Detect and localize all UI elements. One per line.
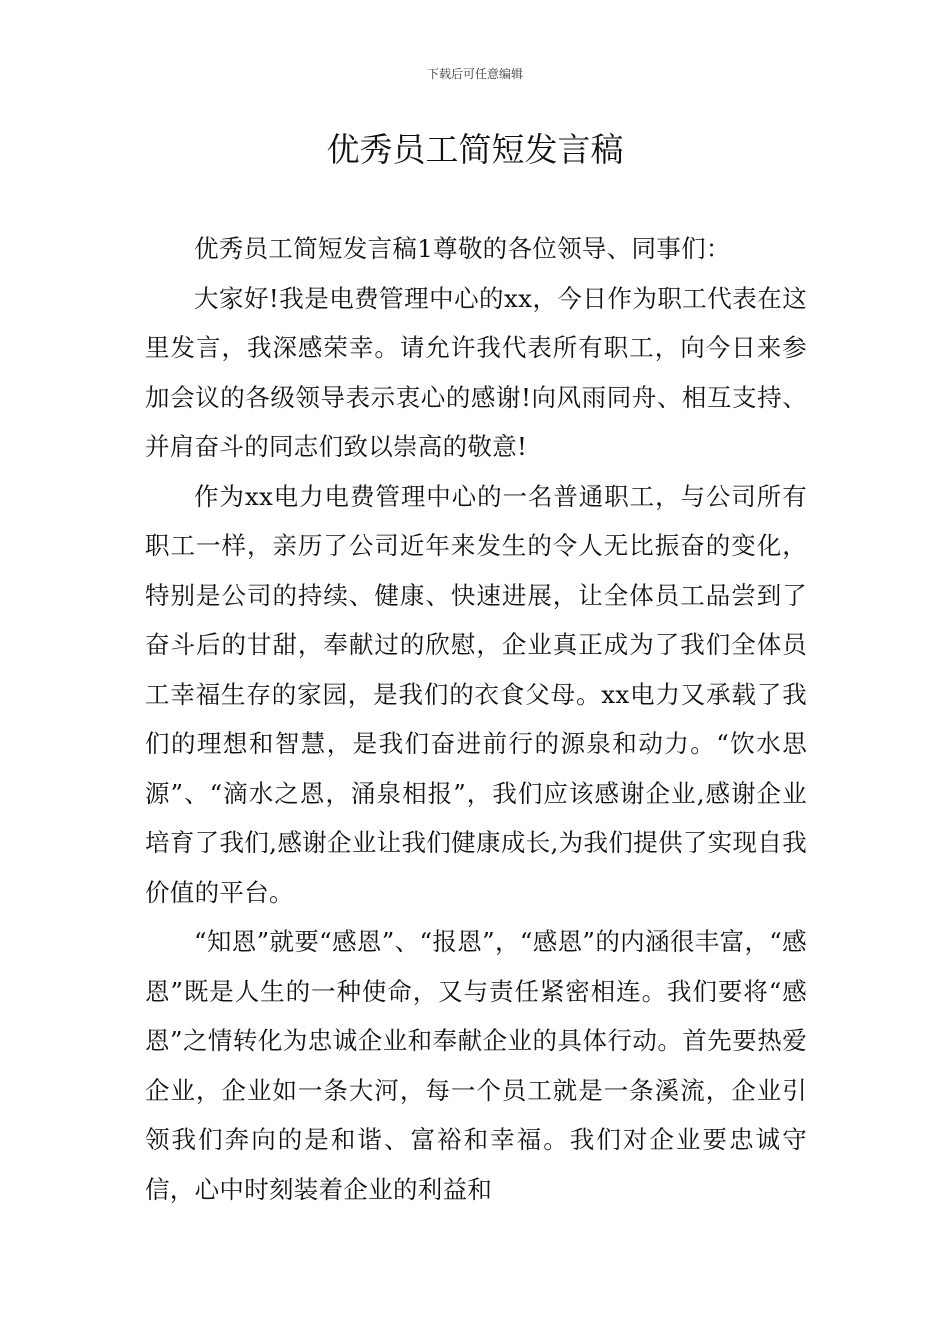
paragraph-salutation: 优秀员工简短发言稿1尊敬的各位领导、同事们： bbox=[194, 234, 731, 263]
header-note: 下载后可任意编辑 bbox=[426, 67, 523, 81]
paragraph-gratitude: “知恩”就要“感恩”、“报恩”，“感恩”的内涵很丰富，“感恩”既是人生的一种使命，又与责任紧密相连。我们要将“感恩”之情转化为忠诚企业和奉献企业的具体行动。首先要热爱企业，企业如一条大河，每一个员工就是一条溪流，企业引领我们奔向的是和谐、富裕和幸福。我们对企业要忠诚守信，心中时刻装着企业的利益和 bbox=[145, 927, 807, 1204]
paragraph-experience: 作为xx电力电费管理中心的一名普通职工，与公司所有职工一样，亲历了公司近年来发生的令人无比振奋的变化，特别是公司的持续、健康、快速进展，让全体员工品尝到了奋斗后的甘甜，奉献过的欣慰，企业真正成为了我们全体员工幸福生存的家园，是我们的衣食父母。xx电力又承载了我们的理想和智慧，是我们奋进前行的源泉和动力。“饮水思源”、“滴水之恩，涌泉相报”，我们应该感谢企业,感谢企业培育了我们,感谢企业让我们健康成长,为我们提供了实现自我价值的平台。 bbox=[145, 481, 807, 907]
document-body bbox=[145, 224, 807, 1214]
paragraph-greeting: 大家好!我是电费管理中心的xx，今日作为职工代表在这里发言，我深感荣幸。请允许我代表所有职工，向今日来参加会议的各级领导表示衷心的感谢!向风雨同舟、相互支持、并肩奋斗的同志们致以崇高的敬意! bbox=[145, 283, 807, 461]
document-title: 优秀员工简短发言稿 bbox=[326, 130, 624, 169]
